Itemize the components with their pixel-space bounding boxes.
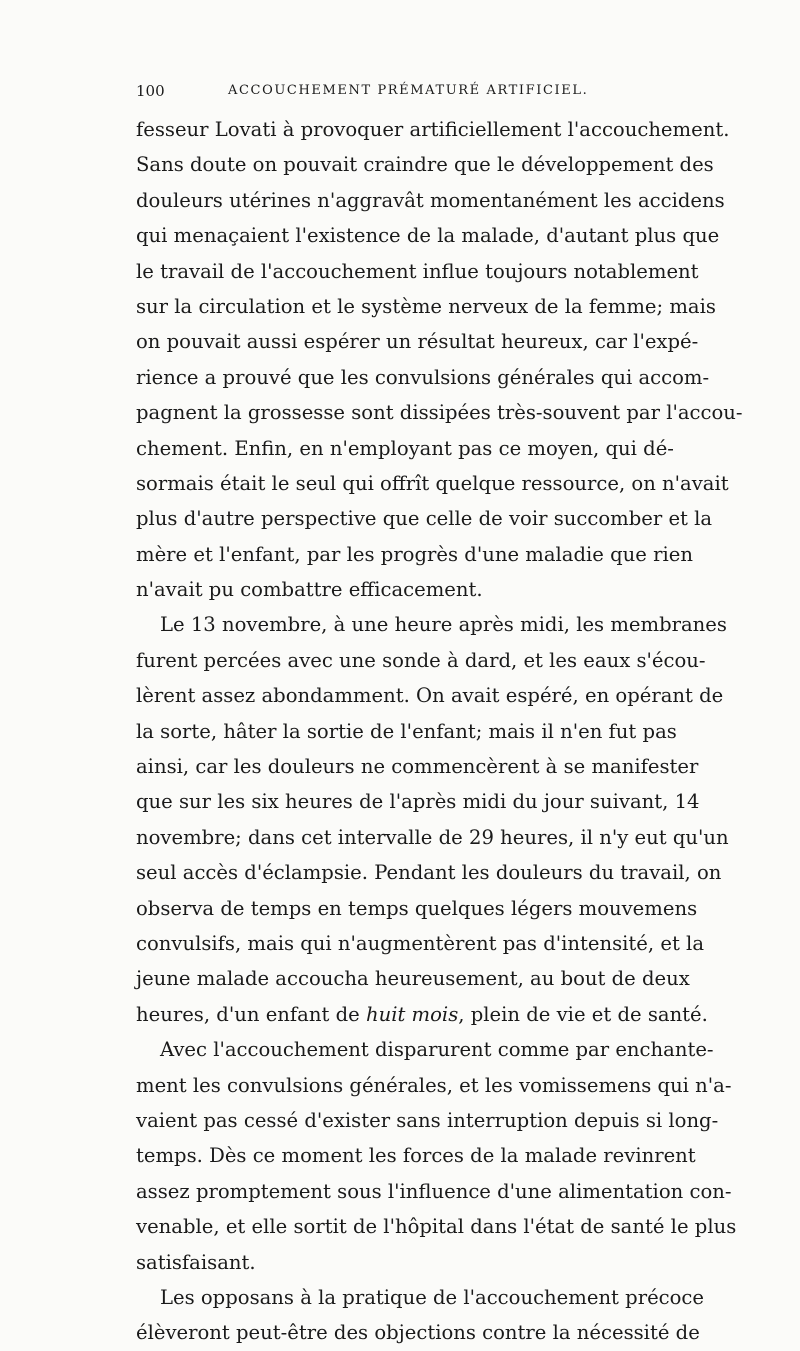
text-line: novembre; dans cet intervalle de 29 heures, il n'y eut qu'un: [136, 825, 729, 849]
text-line: seul accès d'éclampsie. Pendant les douleurs du travail, on: [136, 861, 722, 885]
text-line: plus d'autre perspective que celle de voir succomber et la: [136, 507, 713, 531]
text-line: sormais était le seul qui offrît quelque ressource, on n'avait: [136, 471, 729, 495]
body-text: [136, 112, 743, 1351]
text-line: sur la circulation et le système nerveux de la femme; mais: [136, 294, 716, 318]
text-line: jeune malade accoucha heureusement, au bout de deux: [136, 967, 690, 991]
text-line-with-italic: [136, 997, 708, 1032]
text-segment: , plein de vie et de santé.: [458, 1002, 708, 1026]
text-line: Les opposans à la pratique de l'accouchement précoce: [160, 1285, 705, 1309]
text-line: chement. Enfin, en n'employant pas ce moyen, qui dé-: [136, 436, 674, 460]
text-line: convulsifs, mais qui n'augmentèrent pas d'intensité, et la: [136, 931, 704, 955]
text-line: observa de temps en temps quelques légers mouvemens: [136, 896, 698, 920]
running-head: ACCOUCHEMENT PRÉMATURÉ ARTIFICIEL.: [228, 83, 589, 98]
text-segment: heures, d'un enfant de: [136, 1002, 366, 1026]
text-line: ainsi, car les douleurs ne commencèrent à se manifester: [136, 755, 699, 779]
text-line: que sur les six heures de l'après midi du jour suivant, 14: [136, 790, 700, 814]
text-line: fesseur Lovati à provoquer artificiellement l'accouchement.: [136, 118, 730, 141]
book-page: [136, 82, 743, 1351]
text-line: furent percées avec une sonde à dard, et les eaux s'écou-: [136, 648, 706, 672]
text-line: on pouvait aussi espérer un résultat heureux, car l'expé-: [136, 330, 699, 354]
text-line: assez promptement sous l'influence d'une alimentation con-: [136, 1179, 732, 1203]
text-line: Le 13 novembre, à une heure après midi, les membranes: [160, 613, 727, 637]
text-line: Avec l'accouchement disparurent comme par enchante-: [160, 1038, 714, 1062]
text-line: mère et l'enfant, par les progrès d'une maladie que rien: [136, 542, 693, 566]
text-line: Sans doute on pouvait craindre que le développement des: [136, 153, 714, 177]
text-line: douleurs utérines n'aggravât momentanément les accidens: [136, 188, 725, 212]
text-line: pagnent la grossesse sont dissipées très-souvent par l'accou-: [136, 401, 743, 425]
text-line: rience a prouvé que les convulsions générales qui accom-: [136, 365, 710, 389]
page-number: 100: [136, 82, 165, 100]
text-line: la sorte, hâter la sortie de l'enfant; mais il n'en fut pas: [136, 719, 677, 743]
text-line: n'avait pu combattre efficacement.: [136, 578, 483, 602]
text-line: temps. Dès ce moment les forces de la malade revinrent: [136, 1144, 696, 1168]
page-header: [136, 82, 668, 112]
text-line: lèrent assez abondamment. On avait espéré, en opérant de: [136, 684, 724, 708]
text-line: qui menaçaient l'existence de la malade, d'autant plus que: [136, 224, 720, 248]
text-line: satisfaisant.: [136, 1250, 256, 1274]
text-line: venable, et elle sortit de l'hôpital dans l'état de santé le plus: [136, 1215, 737, 1239]
italic-phrase: huit mois: [365, 1002, 459, 1026]
text-line: ment les convulsions générales, et les vomissemens qui n'a-: [136, 1073, 732, 1097]
text-line: élèveront peut-être des objections contre la nécessité de: [136, 1321, 700, 1345]
text-line: vaient pas cessé d'exister sans interruption depuis si long-: [136, 1108, 719, 1132]
text-line: le travail de l'accouchement influe toujours notablement: [136, 259, 699, 283]
